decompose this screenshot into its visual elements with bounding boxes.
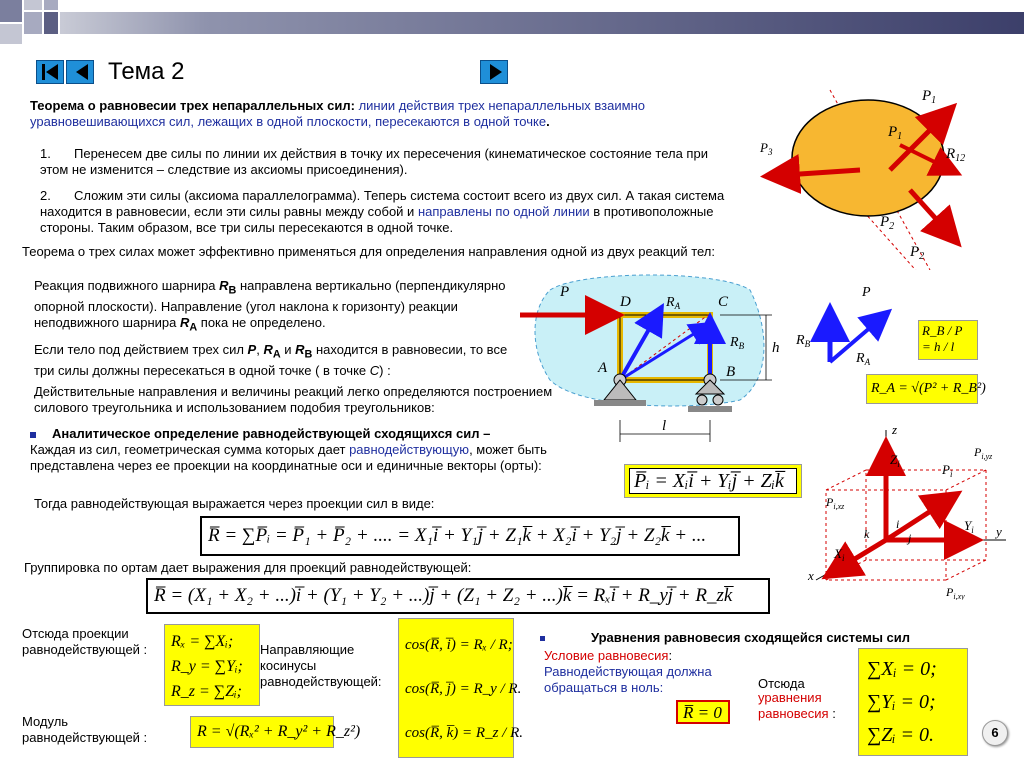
- slide-number: 6: [991, 725, 999, 740]
- label-A: A: [598, 360, 608, 376]
- three-forces-diagram: [750, 80, 1000, 270]
- label-P1: $P_1$: [922, 88, 937, 106]
- hence-label: Отсюда: [758, 676, 805, 691]
- label-Zi: $Z_i$: [890, 452, 900, 469]
- equations-colon: :: [828, 706, 836, 721]
- p2-cpt: C: [369, 362, 380, 378]
- formula-equilibrium: [858, 648, 968, 756]
- label-x: x: [808, 568, 814, 583]
- label-C: C: [718, 294, 729, 310]
- analytic-text-blue: равнодействующую: [349, 442, 470, 457]
- p2-r1: R: [263, 342, 273, 357]
- label-D: D: [620, 294, 631, 310]
- condition-label: Условие равновесия: [544, 648, 669, 663]
- application-p2: [34, 342, 514, 379]
- label-tri-P: P: [862, 285, 871, 300]
- analytic-through: Тогда равнодействующая выражается через проекции сил в виде:: [34, 496, 435, 511]
- p1-rb: R: [219, 278, 229, 293]
- hence-projections: Отсюда проекции равнодействующей :: [22, 626, 148, 657]
- rigid-body-ellipse: [792, 100, 944, 216]
- equilibrium-condition-text: Равнодействующая должна обращаться в ноль:: [544, 664, 712, 695]
- analytic-title-text: Аналитическое определение равнодействующей сходящихся сил –: [52, 426, 491, 441]
- p2-a: Если тело под действием трех сил: [34, 342, 248, 357]
- roller-1: [697, 395, 707, 405]
- p2-d: находится в равновесии, то все три силы должны пересекаться в одной точке ( в точке: [34, 342, 508, 378]
- formula-R-sum: R̅ = ∑P̅ᵢ = P̅₁ + P̅₂ + .... = X₁i̅ + Y₁j̅ + Z₁k̅ + X₂i̅ + Y₂j̅ + Z₂k̅ + ...: [200, 516, 740, 556]
- p2-e: ) :: [379, 362, 391, 378]
- bullet-icon: [30, 432, 36, 438]
- frame-diagram: [520, 270, 800, 450]
- p2-p: P: [247, 342, 257, 357]
- formula-RA-mag: R_A = √(P² + R_B²): [866, 374, 978, 404]
- formula-modulus: R = √(Rₓ² + R_y² + R_z²): [190, 716, 334, 748]
- label-P2b: $P_2$: [910, 244, 925, 262]
- label-z: z: [892, 422, 898, 437]
- next-slide-button[interactable]: [480, 60, 508, 84]
- formula-ratio: R_B / P = h / l: [918, 320, 978, 360]
- analytic-text-b: , может быть представлена через ее проекции на координатные оси и единичные векторы (орты):: [30, 442, 547, 473]
- p2-c: и: [280, 342, 296, 357]
- formula-Rz: R_z = ∑Zᵢ;: [171, 683, 242, 700]
- label-i: i: [896, 517, 900, 531]
- prev-slide-button[interactable]: [66, 60, 94, 84]
- label-Xi: $X_i$: [834, 546, 845, 563]
- p1-ra: R: [179, 314, 190, 330]
- label-Piyz: $P_{i,yz}$: [974, 445, 993, 461]
- header-decor: [0, 0, 1024, 60]
- next-icon: [490, 64, 502, 80]
- step-1-text: Перенесем две силы по линии их действия в точку их пересечения (кинематическое состояние тела при этом не изменится – следствие из аксиомы присоединения).: [40, 146, 708, 177]
- formula-eq-x: ∑Xᵢ = 0;: [867, 658, 937, 680]
- step-2-text-b: в противоположные стороны. Таким образом, все три силы пересекаются в одной точке.: [40, 204, 714, 235]
- p2-r2-sub: B: [304, 348, 313, 361]
- equilibrium-title: [540, 630, 970, 646]
- application-p1: [34, 278, 544, 335]
- label-tri-RA: $R_A$: [856, 351, 871, 367]
- label-h: h: [772, 340, 780, 356]
- label-Pixz: $P_{i,xz}$: [826, 495, 845, 511]
- formula-Ry: R_y = ∑Yᵢ;: [171, 658, 243, 675]
- formula-R-zero: R̅ = 0: [676, 700, 730, 724]
- condition-colon: :: [668, 648, 673, 663]
- equations-label-red: уравнения равновесия: [758, 690, 829, 721]
- p1-ra-sub: A: [189, 321, 198, 334]
- analytic-grouping: Группировка по ортам дает выражения для проекций равнодействующей:: [24, 560, 472, 575]
- p2-r1-sub: A: [272, 348, 281, 361]
- bullet-icon-2: [540, 636, 545, 641]
- analytic-text-a: Каждая из сил, геометрическая сумма которых дает: [30, 442, 350, 457]
- application-p3: Действительные направления и величины реакций легко определяются построением силового треугольника и использованием подобия треугольников:: [34, 384, 553, 415]
- equilibrium-condition: [544, 648, 744, 664]
- label-P1b: $P_1$: [888, 124, 903, 142]
- application-intro: Теорема о трех силах может эффективно применяться для определения направления одной из двух реакций тел:: [22, 244, 715, 259]
- step-1-number: 1.: [40, 146, 51, 161]
- step-2: [40, 188, 740, 236]
- label-P3: $P_3$: [760, 140, 773, 157]
- theorem-end: .: [546, 114, 550, 129]
- roller-2: [713, 395, 723, 405]
- p2-r2: R: [295, 342, 305, 357]
- first-slide-button[interactable]: [36, 60, 64, 84]
- ground-B: [688, 406, 732, 412]
- p1-c: пока не определено.: [197, 314, 326, 330]
- slide-number-badge: [982, 720, 1008, 746]
- first-icon: [42, 64, 45, 80]
- formula-cos-j: cos(R̅, j̅) = R_y / R.: [405, 681, 522, 697]
- page-title: Тема 2: [108, 58, 185, 85]
- step-2-number: 2.: [40, 188, 51, 203]
- step-2-text-a: Сложим эти силы (аксиома параллелограмма). Теперь система состоит всего из двух сил. А такая система находится в равновесии, если эти силы равны между собой и: [40, 188, 725, 219]
- formula-cosines: [398, 618, 524, 758]
- p2-b: ,: [256, 342, 264, 357]
- p1-b: направлена вертикально (перпендикулярно опорной плоскости). Направление (угол наклона к горизонту) реакции неподвижного шарнира: [34, 278, 506, 330]
- formula-Pi-inner: P̅ᵢ = Xᵢi̅ + Yᵢj̅ + Zᵢk̅: [629, 468, 797, 494]
- theorem-title: Теорема о равновесии трех непараллельных сил:: [30, 98, 355, 113]
- header-gradient-bar: [0, 0, 1024, 60]
- analytic-title: [30, 426, 590, 442]
- formula-R-group: R̅ = (X₁ + X₂ + ...)i̅ + (Y₁ + Y₂ + ...)j̅ + (Z₁ + Z₂ + ...)k̅ = Rₓi̅ + R_yj̅ + R_zk̅: [146, 578, 770, 614]
- formula-eq-z: ∑Zᵢ = 0.: [867, 724, 935, 746]
- label-k: k: [864, 527, 870, 541]
- formula-cos-k: cos(R̅, k̅) = R_z / R.: [405, 725, 524, 741]
- label-j: j: [908, 531, 912, 545]
- p1-rb-sub: B: [228, 284, 237, 297]
- projection-3d-diagram: [806, 420, 1016, 600]
- label-l: l: [662, 418, 667, 434]
- label-R12: $R_{12}$: [946, 146, 966, 164]
- modulus-label: Модуль равнодействующей :: [22, 714, 148, 745]
- equations-label: [758, 690, 848, 722]
- label-Pixy: $P_{i,xy}$: [946, 585, 965, 600]
- step-2-text-blue: направлены по одной линии: [417, 204, 590, 219]
- label-tri-RB: $R_B$: [796, 333, 811, 349]
- theorem-paragraph: [30, 98, 730, 130]
- label-RA: $R_A$: [666, 295, 681, 311]
- theorem-text: линии действия трех непараллельных взаимно уравновешивающихся сил, лежащих в одной плоскости, пересекаются в одной точке: [30, 98, 645, 129]
- formula-Rx: Rₓ = ∑Xᵢ;: [171, 633, 234, 650]
- label-Yi: $Y_i$: [964, 518, 974, 535]
- first-arrow-icon: [46, 64, 58, 80]
- p1-a: Реакция подвижного шарнира: [34, 278, 220, 293]
- formula-Pi: [624, 464, 802, 498]
- force-P2-arrow: [910, 190, 955, 240]
- ground-A: [594, 400, 646, 406]
- formula-eq-y: ∑Yᵢ = 0;: [867, 691, 936, 713]
- label-B: B: [726, 364, 736, 380]
- prev-icon: [76, 64, 88, 80]
- step-1: [40, 146, 730, 178]
- label-RB: $R_B$: [730, 335, 745, 351]
- label-P2: $P_2$: [880, 214, 895, 232]
- formula-projections: [164, 624, 260, 706]
- force-triangle: [794, 282, 894, 382]
- label-Pi: $P_i$: [942, 462, 953, 479]
- label-frame-P: P: [560, 284, 570, 300]
- direction-cosines-label: Направляющие косинусы равнодействующей:: [260, 642, 382, 689]
- equilibrium-title-text: Уравнения равновесия сходящейся системы сил: [591, 630, 911, 645]
- label-y: y: [996, 524, 1002, 539]
- formula-cos-i: cos(R̅, i̅) = Rₓ / R;: [405, 637, 513, 653]
